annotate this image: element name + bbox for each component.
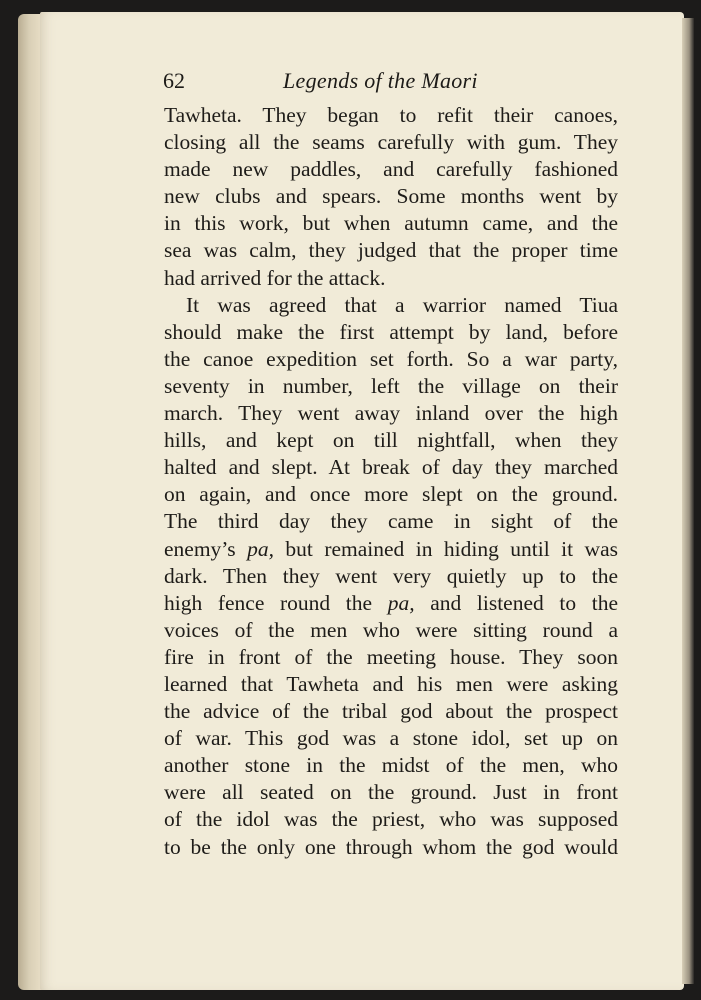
text-line: had arrived for the attack. <box>164 265 386 290</box>
text-line: voices of the men who were sitting round a <box>164 617 618 642</box>
text-line: high fence round the pa, and listened to the <box>164 590 618 615</box>
text-line: made new paddles, and carefully fashioned <box>164 157 618 182</box>
text-line: The third day they came in sight of the <box>164 509 618 534</box>
text-line: halted and slept. At break of day they marched <box>164 455 618 480</box>
text-line: closing all the seams carefully with gum. They <box>164 130 618 155</box>
text-line: were all seated on the ground. Just in front <box>164 780 618 805</box>
body-text <box>164 102 618 861</box>
text-line: enemy’s pa, but remained in hiding until it was <box>164 536 618 561</box>
text-line: new clubs and spears. Some months went by <box>164 184 618 209</box>
text-line: the canoe expedition set forth. So a war party, <box>164 346 618 371</box>
text-line: Tawheta. They began to refit their canoes, <box>164 103 618 127</box>
text-line: another stone in the midst of the men, who <box>164 753 618 778</box>
text-line: of war. This god was a stone idol, set up on <box>164 726 618 751</box>
text-line: It was agreed that a warrior named Tiua <box>186 292 618 317</box>
book-title: Legends of the Maori <box>283 68 478 93</box>
text-line: should make the first attempt by land, before <box>164 319 618 344</box>
text-line: dark. Then they went very quietly up to the <box>164 563 618 588</box>
text-line: hills, and kept on till nightfall, when they <box>164 428 618 453</box>
text-line: sea was calm, they judged that the proper time <box>164 238 618 263</box>
text-line: of the idol was the priest, who was supposed <box>164 807 618 832</box>
text-line: to be the only one through whom the god would <box>164 834 618 859</box>
text-line: on again, and once more slept on the ground. <box>164 482 618 507</box>
text-line: march. They went away inland over the high <box>164 401 618 426</box>
page-number: 62 <box>163 68 185 93</box>
text-line: seventy in number, left the village on their <box>164 373 618 398</box>
page-gutter-shadow <box>682 18 694 984</box>
text-line: the advice of the tribal god about the prospect <box>164 699 618 724</box>
text-line: fire in front of the meeting house. They soon <box>164 644 618 669</box>
running-head <box>163 68 623 102</box>
text-line: learned that Tawheta and his men were asking <box>164 671 618 696</box>
text-line: in this work, but when autumn came, and the <box>164 211 618 236</box>
